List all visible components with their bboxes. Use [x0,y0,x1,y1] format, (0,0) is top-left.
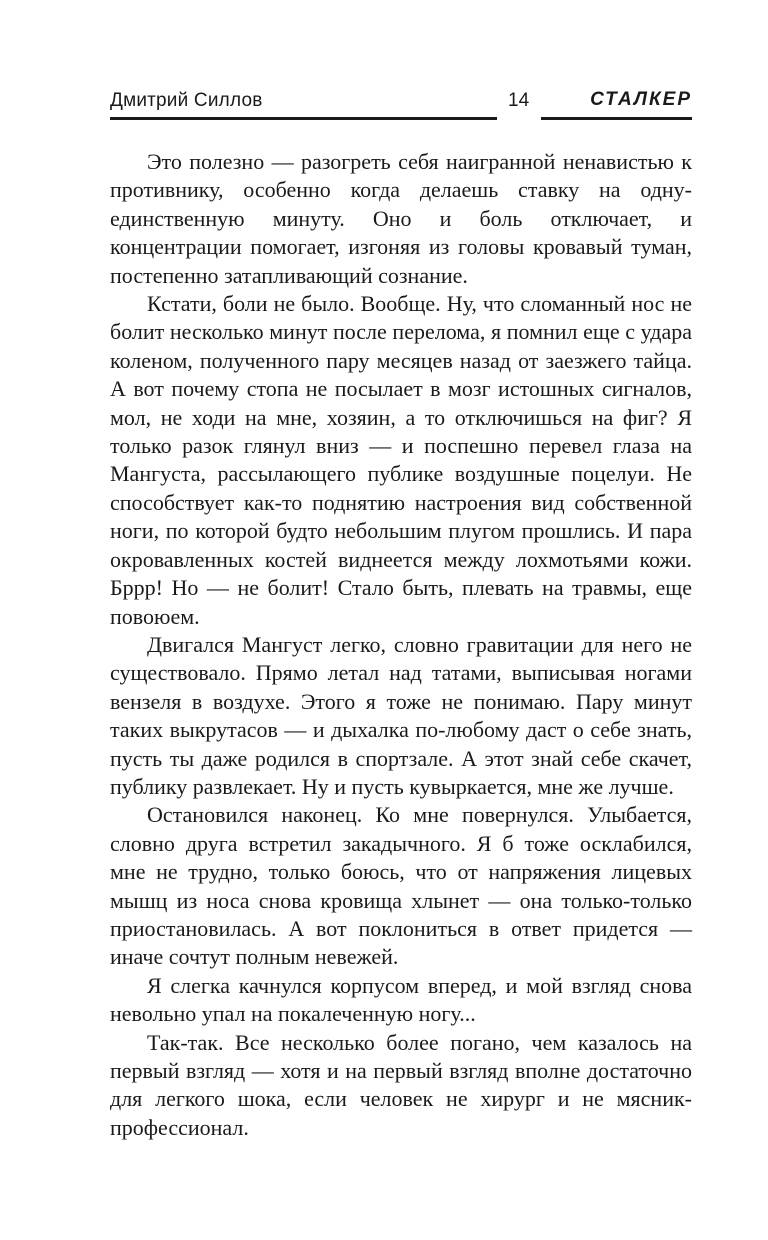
header-series-title: СТАЛКЕР [590,89,692,110]
header-rule-left [110,117,497,120]
paragraph: Двигался Мангуст легко, словно гравитации для него не существовало. Прямо летал над татами, выписывая ногами вензеля в воздухе. Этого я тоже не понимаю. Пару минут таких выкрутасов — и дыхалка по-любому даст о себе знать, пусть ты даже родился в спортзале. А этот знай себе скачет, публику развлекает. Ну и пусть кувыркается, мне же лучше. [110,631,692,799]
header-rule-right [541,117,692,120]
header-author: Дмитрий Силлов [110,90,263,111]
paragraph: Так-так. Все несколько более погано, чем казалось на первый взгляд — хотя и на первый взгляд вполне достаточно для легкого шока, если человек не хирург и не мясник-профессионал. [110,1029,692,1140]
page-number: 14 [508,90,530,111]
running-header [110,88,692,128]
paragraph: Я слегка качнулся корпусом вперед, и мой взгляд снова невольно упал на покалеченную ногу... [110,972,692,1027]
paragraph: Остановился наконец. Ко мне повернулся. Улыбается, словно друга встретил закадычного. Я б тоже осклабился, мне не трудно, только боюсь, что от напряжения лицевых мышц из носа снова кровища хлынет — она только-только приостановилась. А вот поклониться в ответ придется — иначе сочтут полным невежей. [110,802,692,970]
paragraph: Кстати, боли не было. Вообще. Ну, что сломанный нос не болит несколько минут после перелома, я помнил еще с удара коленом, полученного пару месяцев назад от заезжего тайца. А вот почему стопа не посылает в мозг истошных сигналов, мол, не ходи на мне, хозяин, а то отключишься на фиг? Я только разок глянул вниз — и поспешно перевел глаза на Мангуста, рассылающего публике воздушные поцелуи. Не способствует как-то поднятию настроения вид собственной ноги, по которой будто небольшим плугом прошлись. И пара окровавленных костей виднеется между лохмотьями кожи. Бррр! Но — не болит! Стало быть, плевать на травмы, еще повоюем. [110,291,692,629]
paragraph: Это полезно — разогреть себя наигранной ненавистью к противнику, особенно когда делаешь ставку на одну-единственную минуту. Оно и боль отключает, и концентрации помогает, изгоняя из головы кровавый туман, постепенно затапливающий сознание. [110,149,692,288]
body-text [110,148,692,1142]
